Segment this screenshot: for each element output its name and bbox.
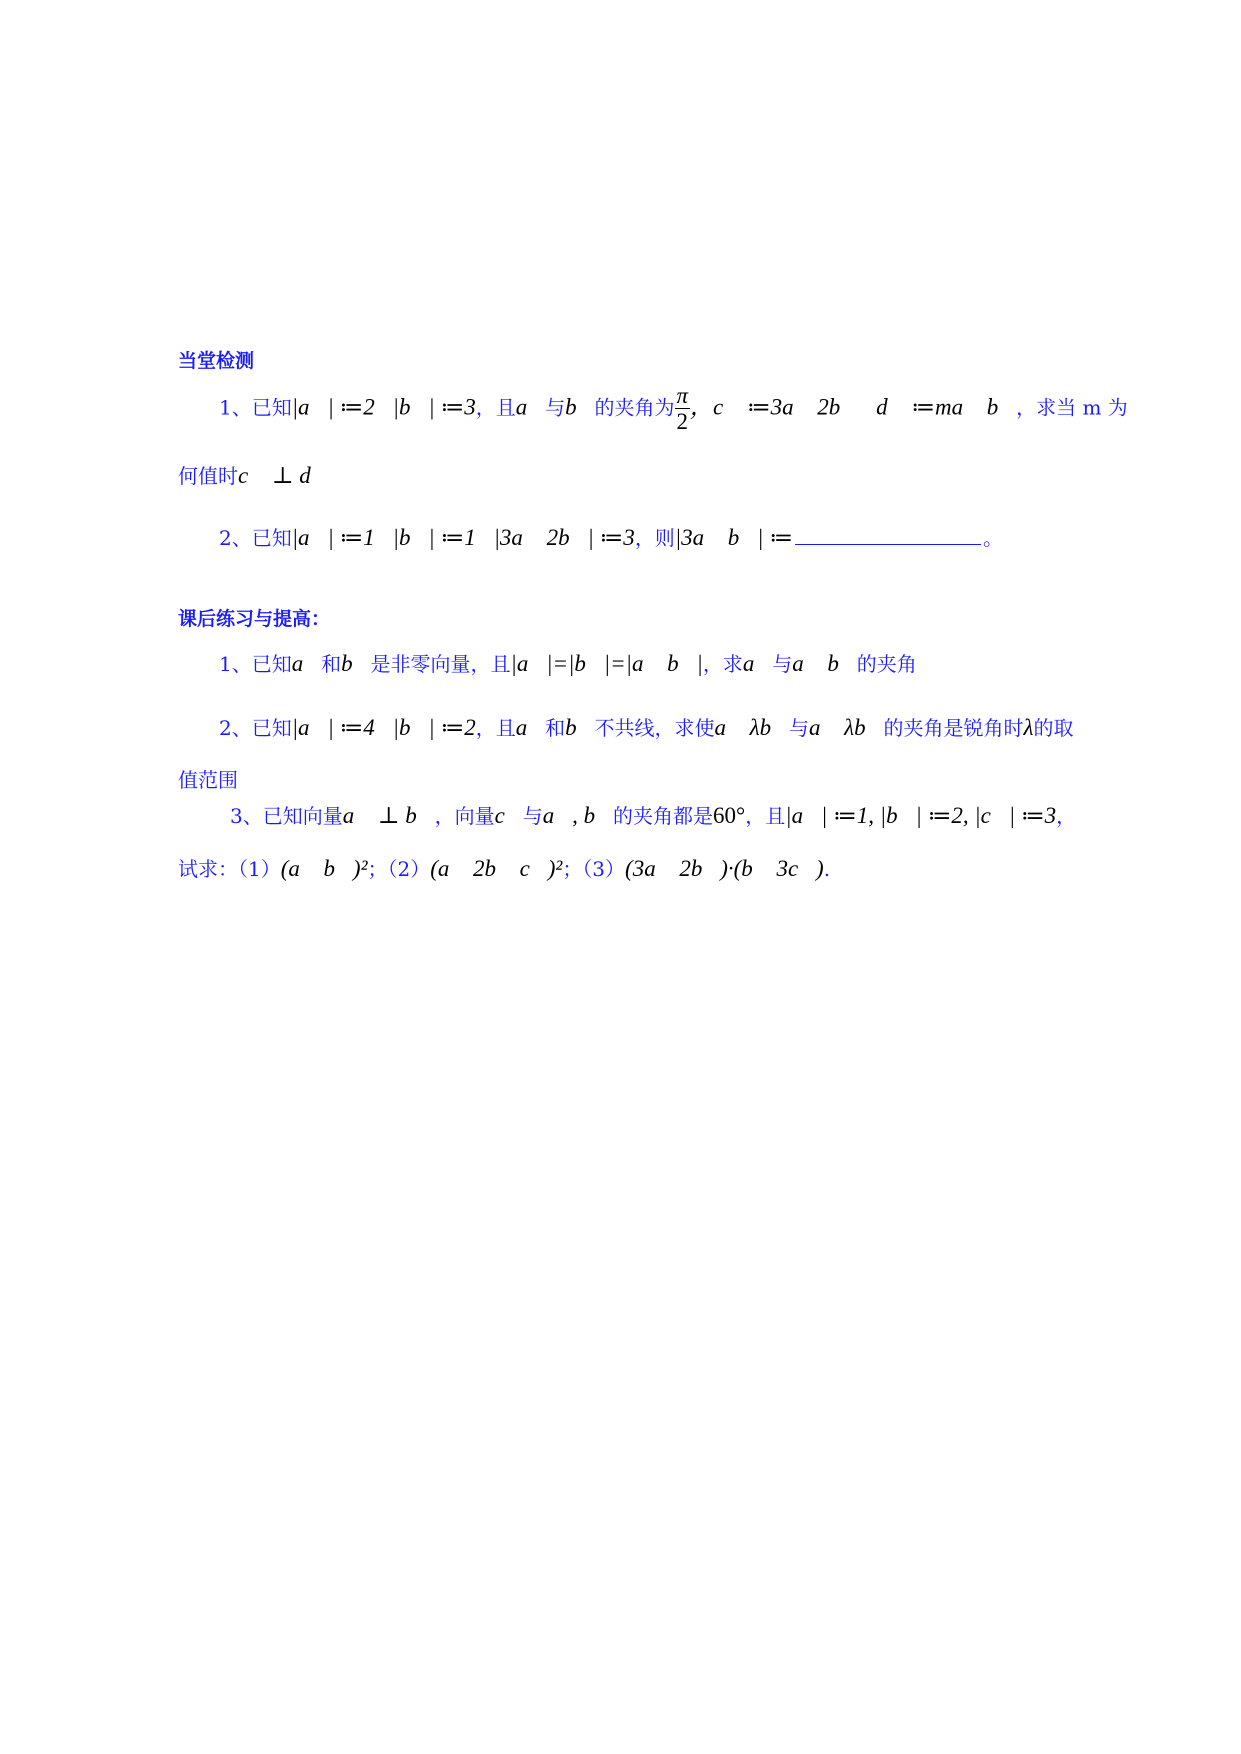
question-text: ，: [1056, 804, 1077, 828]
math-expression: |a⃗| ≔2，|b⃗| ≔3: [291, 394, 476, 420]
math-expression: a⃗: [515, 394, 546, 420]
math-expression: a⃗ λb⃗: [714, 715, 790, 740]
question-text: 与: [522, 804, 543, 828]
question-text: 的取: [1033, 716, 1074, 740]
question-text: ，求当 m 为: [1016, 395, 1128, 420]
homework-question-1: [219, 648, 917, 677]
question-1-line-2: [178, 460, 329, 489]
question-text: 的夹角: [856, 652, 917, 676]
question-text: 何值时: [178, 464, 238, 488]
section-title-homework: 课后练习与提高：: [178, 608, 331, 630]
homework-question-3-line-1: [230, 800, 1076, 829]
question-text: ，则: [634, 526, 675, 550]
math-expression: |a⃗| ≔4，|b⃗| ≔2: [291, 715, 476, 740]
fraction-denominator: 2: [676, 409, 689, 435]
math-expression: b⃗: [565, 394, 595, 420]
question-text: 的夹角是锐角时: [883, 716, 1024, 740]
question-text: 1、已知: [219, 395, 292, 420]
question-text: ；（2）: [367, 857, 431, 881]
question-text: ，向量: [434, 804, 495, 828]
question-text: 。: [983, 526, 1004, 550]
question-text: 1、已知: [219, 652, 292, 676]
math-expression: |a⃗| ≔1，|b⃗| ≔1，|3a⃗ 2b⃗| ≔3: [291, 525, 635, 550]
question-text: 是非零向量，且: [370, 652, 511, 676]
question-text: ，且: [745, 804, 786, 828]
question-text: 不共线，求使: [594, 716, 715, 740]
question-text: 3、已知向量: [230, 804, 343, 828]
question-text: ，且: [475, 716, 516, 740]
question-1-line-1: [219, 383, 1128, 435]
math-expression: a⃗: [742, 651, 773, 676]
question-text: 试求：（1）: [178, 857, 281, 881]
question-text: 2、已知: [219, 716, 292, 740]
question-text: ；（3）: [562, 857, 626, 881]
math-expression: c⃗: [494, 803, 523, 828]
question-text: 值范围: [178, 768, 238, 792]
math-expression: λ: [1023, 715, 1034, 740]
math-expression: a⃗: [515, 715, 546, 740]
question-text: 与: [545, 395, 566, 420]
math-expression: |a⃗| ≔1, |b⃗| ≔2, |c⃗| ≔3: [785, 803, 1057, 828]
math-expression: (3a⃗ 2b⃗)·(b⃗ 3c⃗): [625, 856, 824, 881]
question-text: ，求: [702, 652, 743, 676]
fraction-pi-over-2: [675, 383, 691, 435]
math-expression: (a⃗ 2b⃗ c⃗)²: [430, 856, 563, 881]
question-text: 和: [321, 652, 342, 676]
question-text: 的夹角都是: [613, 804, 714, 828]
math-expression: a⃗ b⃗: [792, 651, 857, 676]
math-expression: 60°: [713, 803, 746, 828]
homework-question-3-line-2: [178, 853, 830, 882]
question-text: ，且: [475, 395, 516, 420]
question-text: .: [823, 857, 831, 881]
question-text: 2、已知: [219, 526, 292, 550]
math-expression: |3a⃗ b⃗| ≔: [674, 525, 794, 550]
homework-question-2-line-2: [178, 764, 238, 793]
question-text: 的夹角为: [594, 395, 675, 420]
question-text: 与: [789, 716, 810, 740]
math-expression: b⃗: [341, 651, 371, 676]
math-expression: ，c⃗ ≔3a⃗ 2b⃗，d⃗ ≔ma⃗ b⃗: [690, 394, 1017, 420]
math-expression: a⃗ ⊥ b⃗: [342, 803, 435, 828]
question-text: 和: [545, 716, 566, 740]
math-expression: b⃗: [565, 715, 595, 740]
question-text: 与: [772, 652, 793, 676]
question-2: [219, 522, 1003, 551]
math-expression: a⃗: [291, 651, 322, 676]
section-title-in-class-test: 当堂检测: [178, 350, 255, 372]
math-expression: a⃗ λb⃗: [809, 715, 884, 740]
math-expression: (a⃗ b⃗)²: [280, 856, 368, 881]
fraction-numerator: π: [676, 383, 689, 408]
homework-question-2-line-1: [219, 712, 1073, 741]
math-expression: |a⃗|=|b⃗|=|a⃗ b⃗|: [510, 651, 703, 676]
answer-blank: [795, 526, 981, 545]
math-expression: c⃗ ⊥ d⃗: [238, 463, 329, 488]
math-expression: a⃗, b⃗: [542, 803, 614, 828]
